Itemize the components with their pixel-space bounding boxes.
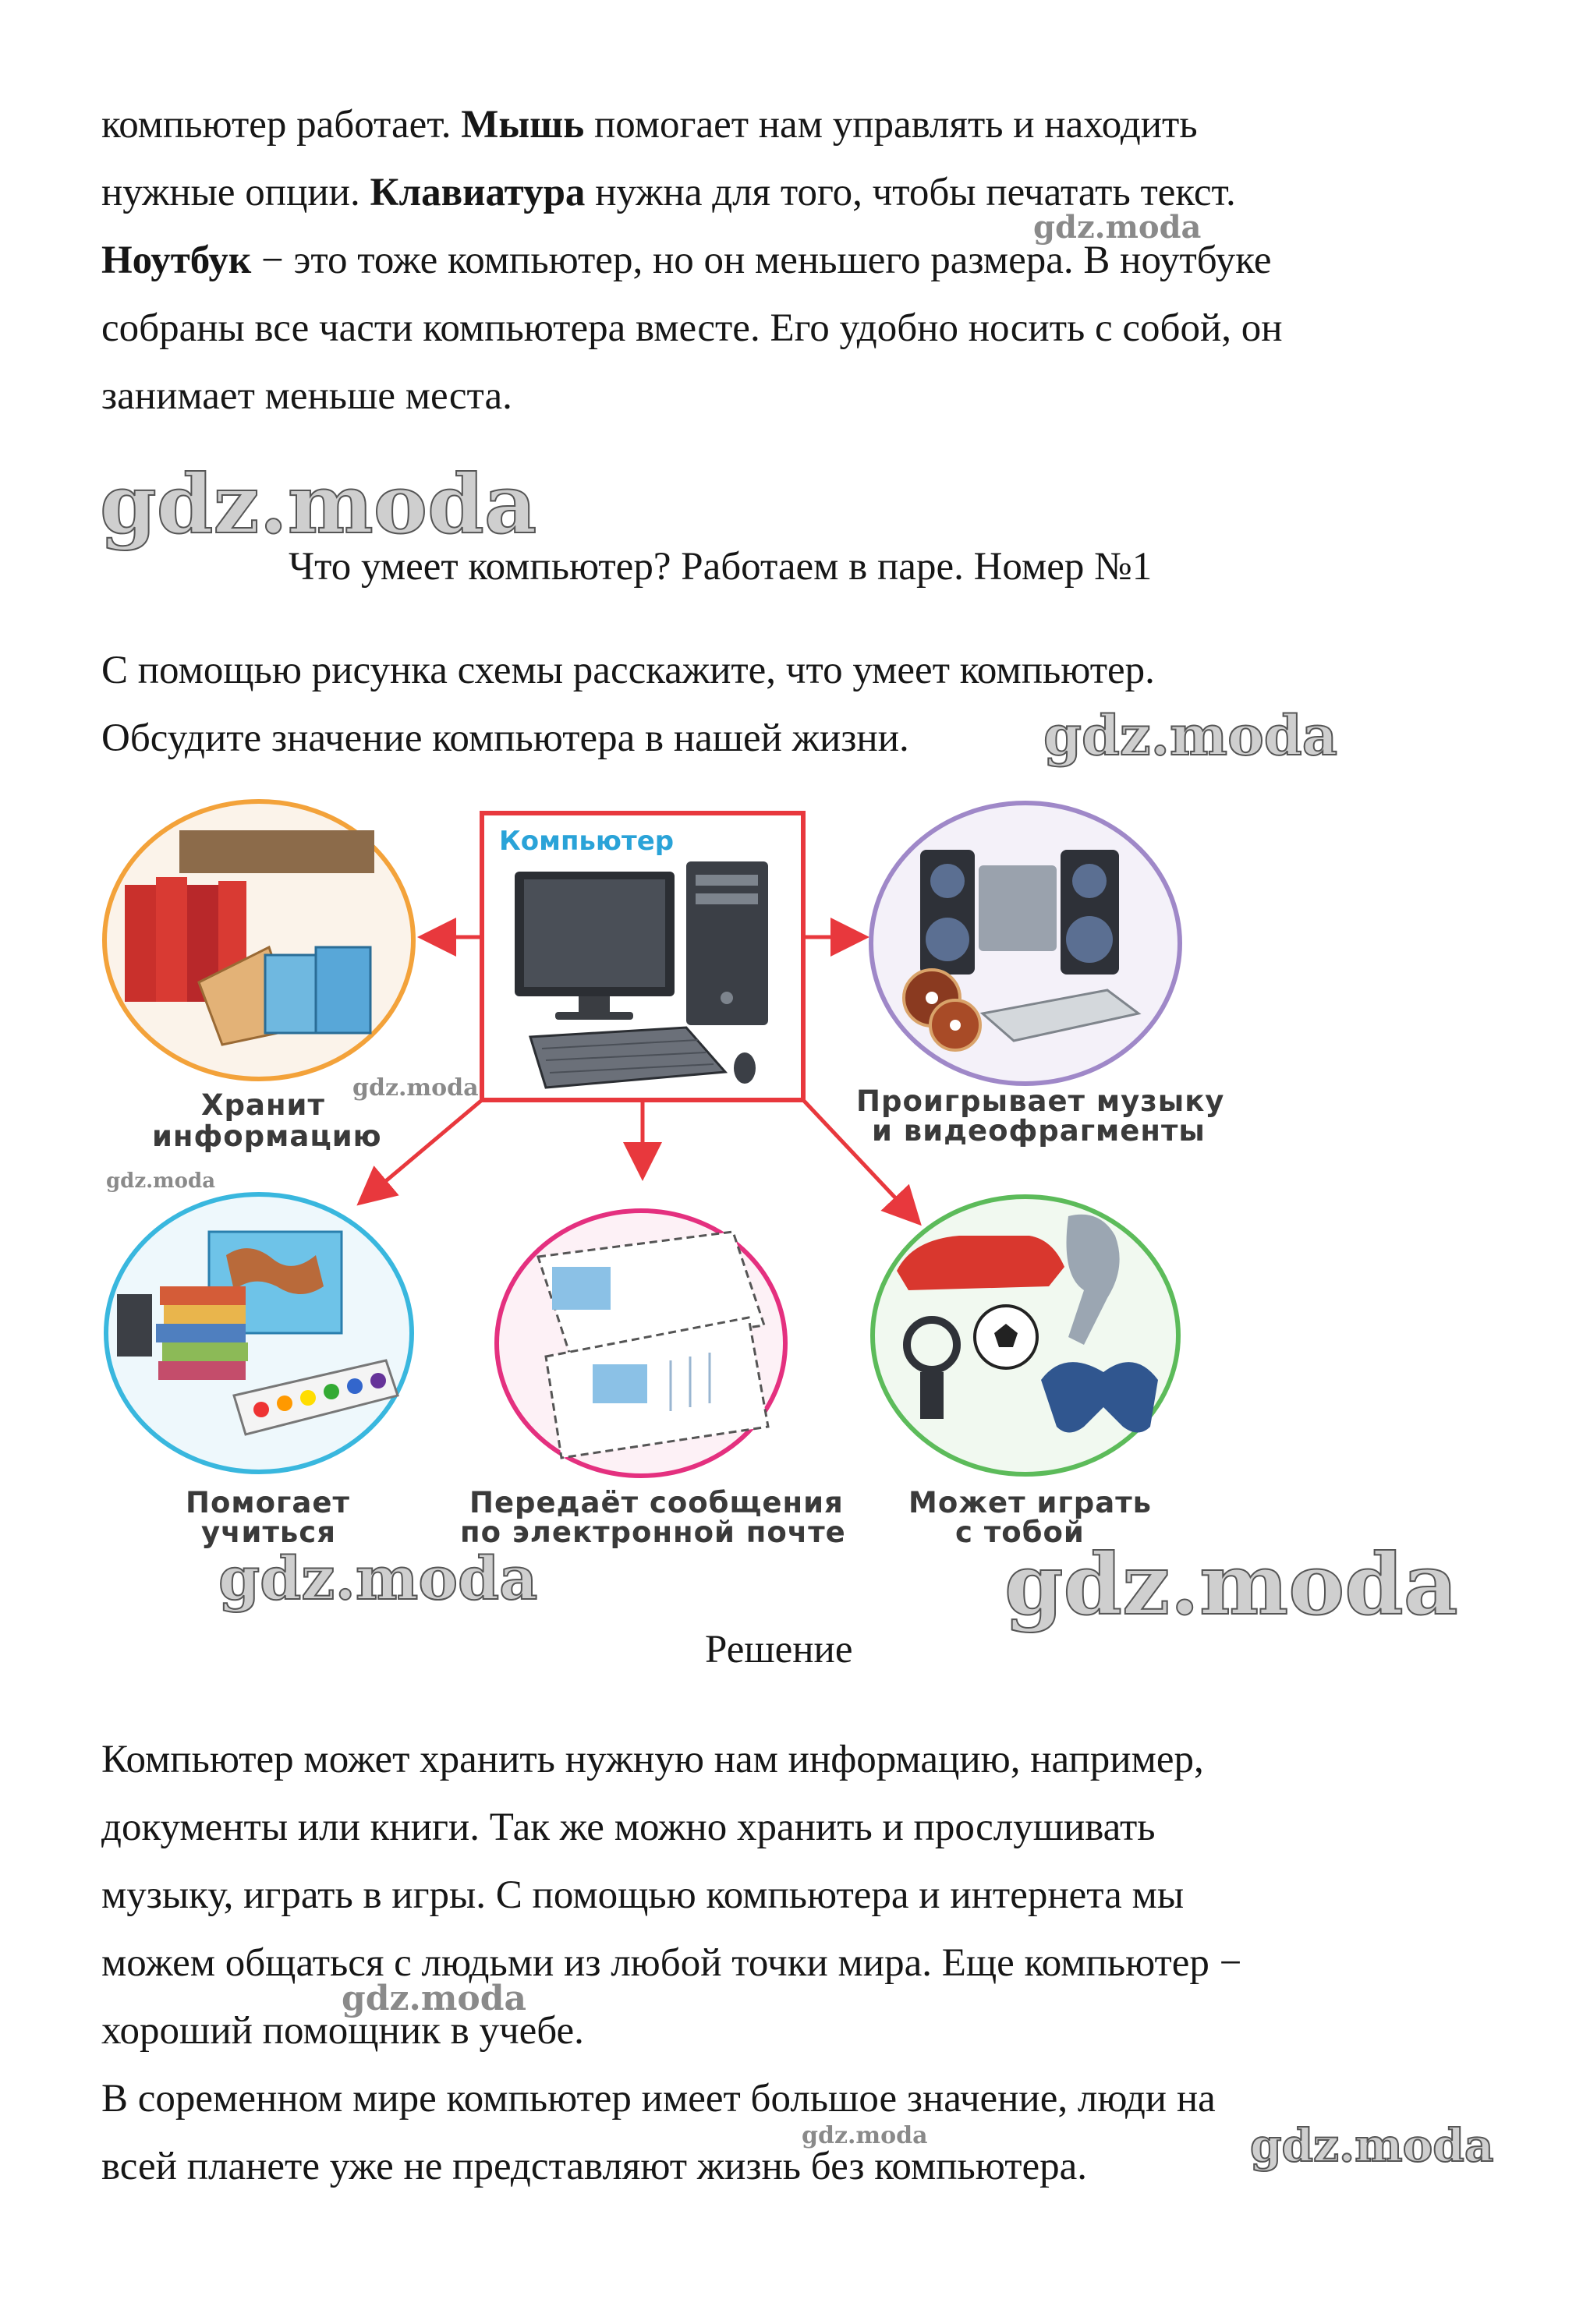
text: компьютер работает. — [101, 103, 462, 147]
watermark: gdz.moda — [100, 456, 537, 552]
text: нужные опции. — [101, 171, 370, 214]
solution-line-6: В соременном мире компьютер имеет большое значение, люди на — [101, 2077, 1216, 2121]
solution-line-1: Компьютер может хранить нужную нам информацию, например, — [101, 1738, 1204, 1781]
task-line-1: С помощью рисунка схемы расскажите, что умеет компьютер. — [101, 649, 1155, 692]
node-sends-email — [497, 1211, 785, 1476]
solution-line-3: музыку, играть в игры. С помощью компьютера и интернета мы — [101, 1873, 1185, 1917]
calculator-icon — [117, 1294, 152, 1357]
solution-line-5: хороший помощник в учебе. — [101, 2009, 584, 2053]
intro-line-4: собраны все части компьютера вместе. Его удобно носить с собой, он — [101, 306, 1283, 350]
caption-stores-1: Хранит — [201, 1088, 325, 1122]
envelope-icon — [538, 1232, 768, 1458]
caption-learn-2: учиться — [201, 1516, 336, 1549]
watermark: gdz.moda — [1250, 2119, 1494, 2172]
solution-line-7: всей планете уже не представляют жизнь без компьютера. — [101, 2145, 1088, 2188]
caption-learn-1: Помогает — [186, 1486, 350, 1519]
watermark: gdz.moda — [802, 2122, 928, 2149]
task-title: Что умеет компьютер? Работаем в паре. Номер №1 — [289, 545, 1153, 589]
text: помогает нам управлять и находить — [584, 103, 1198, 147]
solution-line-4: можем общаться с людьми из любой точки мира. Еще компьютер − — [101, 1941, 1242, 1985]
solution-title: Решение — [705, 1628, 853, 1671]
bold-term-mouse: Мышь — [461, 103, 585, 147]
bold-term-keyboard: Клавиатура — [370, 171, 586, 214]
solution-line-2: документы или книги. Так же можно хранить и прослушивать — [101, 1806, 1156, 1849]
watermark: gdz.moda — [218, 1544, 538, 1613]
caption-plays-1: Проигрывает музыку — [856, 1084, 1225, 1118]
watermark: gdz.moda — [106, 1169, 216, 1193]
caption-plays-2: и видеофрагменты — [872, 1114, 1206, 1148]
watermark: gdz.moda — [352, 1074, 479, 1102]
node-plays-music — [871, 803, 1180, 1084]
books-stack-icon — [156, 1286, 248, 1380]
text: нужна для того, чтобы печатать текст. — [585, 171, 1236, 214]
caption-game-2: с тобой — [955, 1516, 1085, 1549]
task-line-2: Обсудите значение компьютера в нашей жизни. — [101, 716, 909, 760]
caption-mail-1: Передаёт сообщения — [469, 1486, 844, 1519]
node-plays-games — [873, 1197, 1178, 1474]
intro-line-1 — [101, 101, 1198, 148]
diagram-center-title: Компьютер — [499, 826, 675, 857]
bold-term-laptop: Ноутбук — [101, 239, 252, 282]
caption-game-1: Может играть — [908, 1486, 1153, 1519]
watermark: gdz.moda — [1033, 209, 1202, 246]
soccer-ball-icon — [975, 1306, 1037, 1368]
node-stores-information — [104, 801, 413, 1079]
node-helps-learn — [106, 1194, 412, 1472]
computer-abilities-diagram — [0, 795, 1583, 1598]
intro-line-5: занимает меньше места. — [101, 374, 512, 418]
watermark: gdz.moda — [342, 1979, 527, 2018]
text: − это тоже компьютер, но он меньшего размера. В ноутбуке — [251, 239, 1272, 282]
watermark: gdz.moda — [1004, 1536, 1458, 1634]
caption-mail-2: по электронной почте — [460, 1516, 846, 1549]
watermark: gdz.moda — [1043, 703, 1338, 768]
caption-stores-2: информацию — [152, 1120, 382, 1153]
